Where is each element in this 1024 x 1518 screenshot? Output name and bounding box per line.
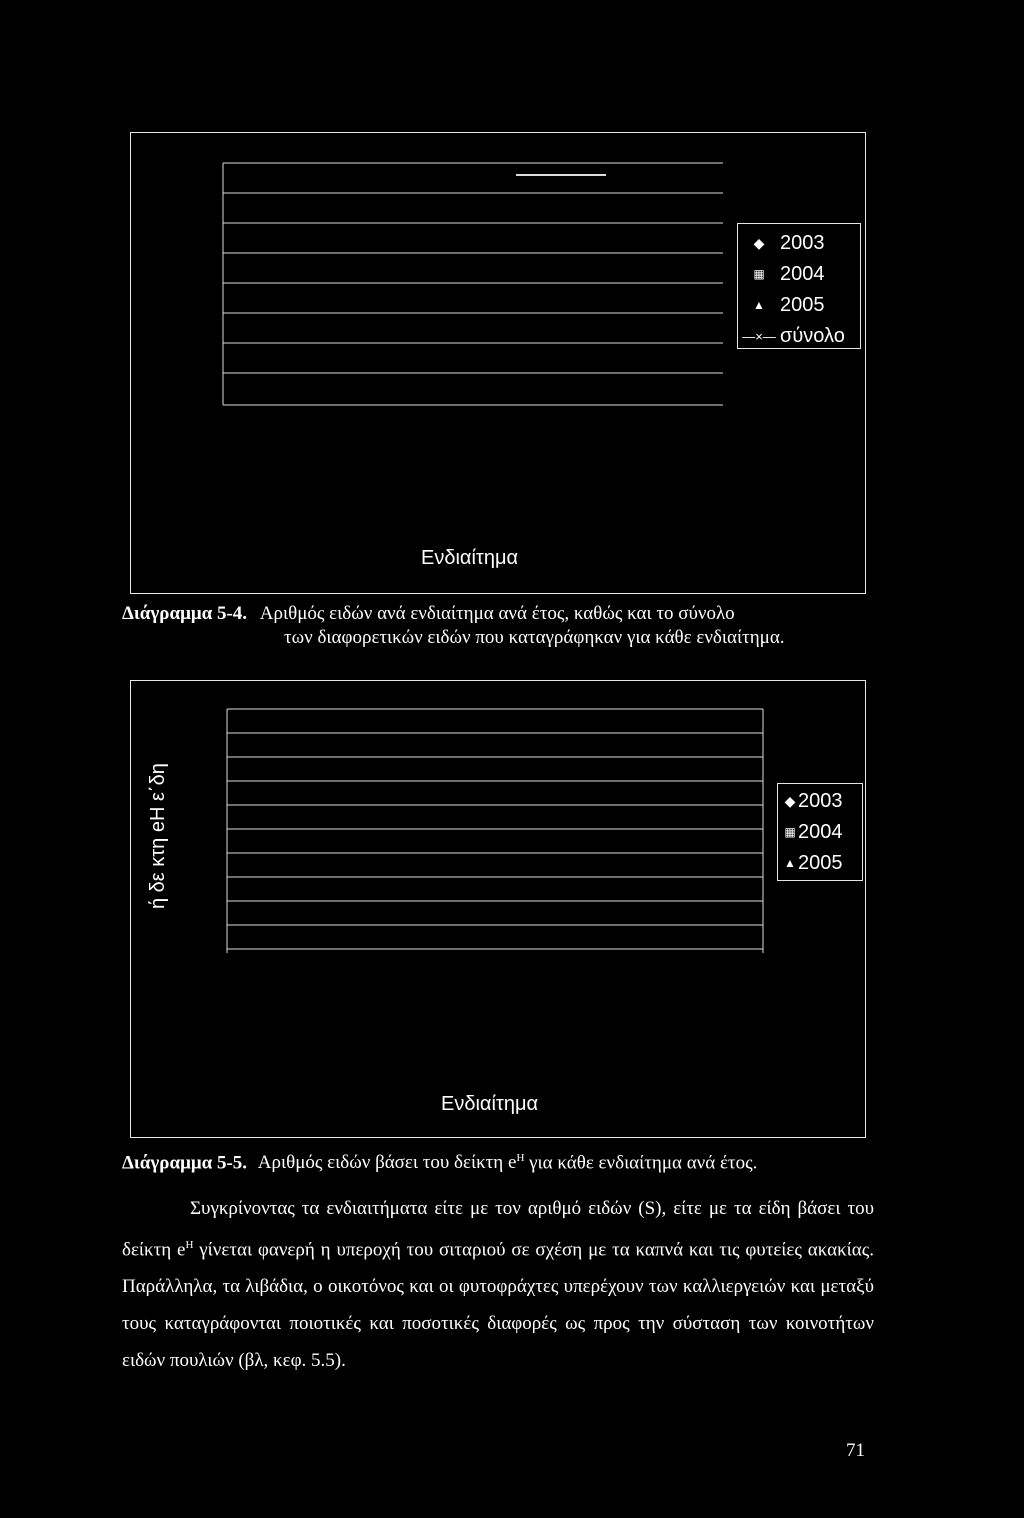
legend-item-total	[742, 321, 860, 352]
caption-line-1	[122, 602, 882, 626]
diamond-marker-icon: ◆	[753, 235, 765, 251]
caption-text-cont: για κάθε ενδιαίτημα ανά έτος.	[524, 1152, 758, 1174]
legend-item-2003	[782, 786, 862, 817]
chart-2-legend	[777, 783, 863, 881]
legend-item-2004	[782, 817, 862, 848]
caption-line-2: των διαφορετικών ειδών που καταγράφηκαν για κάθε ενδιαίτημα.	[284, 627, 785, 648]
chart-1-gridlines	[131, 133, 865, 593]
caption-label: Διάγραμμα 5-5.	[122, 1152, 248, 1174]
legend-item-2005	[748, 290, 860, 321]
legend-label: 2003	[798, 790, 843, 812]
chart-1-legend	[737, 223, 861, 349]
page-number: 71	[846, 1440, 865, 1461]
caption-text: Αριθμός ειδών ανά ενδιαίτημα ανά έτος, καθώς και το σύνολο	[259, 603, 735, 624]
body-paragraph	[122, 1190, 874, 1379]
chart-2-gridlines	[131, 681, 865, 1137]
legend-label: 2003	[780, 232, 825, 254]
legend-label: σύνολο	[780, 325, 845, 347]
legend-item-2004	[748, 259, 860, 290]
chart-1-caption	[122, 602, 882, 650]
paragraph-superscript: H	[185, 1239, 194, 1251]
chart-2-caption	[122, 1146, 882, 1175]
square-marker-icon: ▦	[753, 267, 765, 281]
triangle-marker-icon: ▲	[784, 856, 796, 870]
legend-item-2003	[748, 228, 860, 259]
chart-2-frame	[130, 680, 866, 1138]
legend-label: 2004	[780, 263, 825, 285]
square-marker-icon: ▦	[784, 825, 796, 839]
legend-label: 2005	[798, 852, 843, 874]
cross-line-marker-icon: —×—	[742, 329, 776, 344]
chart-2-y-axis-title: ή δε κτη eH ε΄δη	[147, 763, 169, 909]
legend-label: 2004	[798, 821, 843, 843]
diamond-marker-icon: ◆	[784, 793, 796, 809]
caption-label: Διάγραμμα 5-4.	[122, 603, 248, 624]
chart-2-x-axis-title: Ενδιαίτημα	[441, 1093, 539, 1115]
caption-superscript: H	[516, 1152, 525, 1164]
triangle-marker-icon: ▲	[753, 298, 765, 312]
legend-label: 2005	[780, 294, 825, 316]
legend-item-2005	[782, 848, 862, 879]
chart-1-frame	[130, 132, 866, 594]
paragraph-text-cont: γίνεται φανερή η υπεροχή του σιταριού σε σχέση με τα καπνά και τις φυτείες ακακίας. Παράλληλα, τα λιβάδια, ο οικοτόνος και οι φυτοφράχτες υπερέχουν των καλλιεργειών και μεταξύ τους καταγράφονται ποιοτικές και ποσοτικές διαφορές ως προς την σύσταση των κοινοτήτων ειδών πουλιών (βλ, κεφ. 5.5).	[122, 1239, 875, 1372]
paragraph-text: Συγκρίνοντας τα ενδιαιτήματα είτε με τον αριθμό ειδών (S), είτε με τα είδη βάσει του δείκτη e	[122, 1198, 874, 1261]
caption-text: Αριθμός ειδών βάσει του δείκτη e	[257, 1152, 517, 1174]
chart-1-x-axis-title: Ενδιαίτημα	[421, 547, 519, 569]
